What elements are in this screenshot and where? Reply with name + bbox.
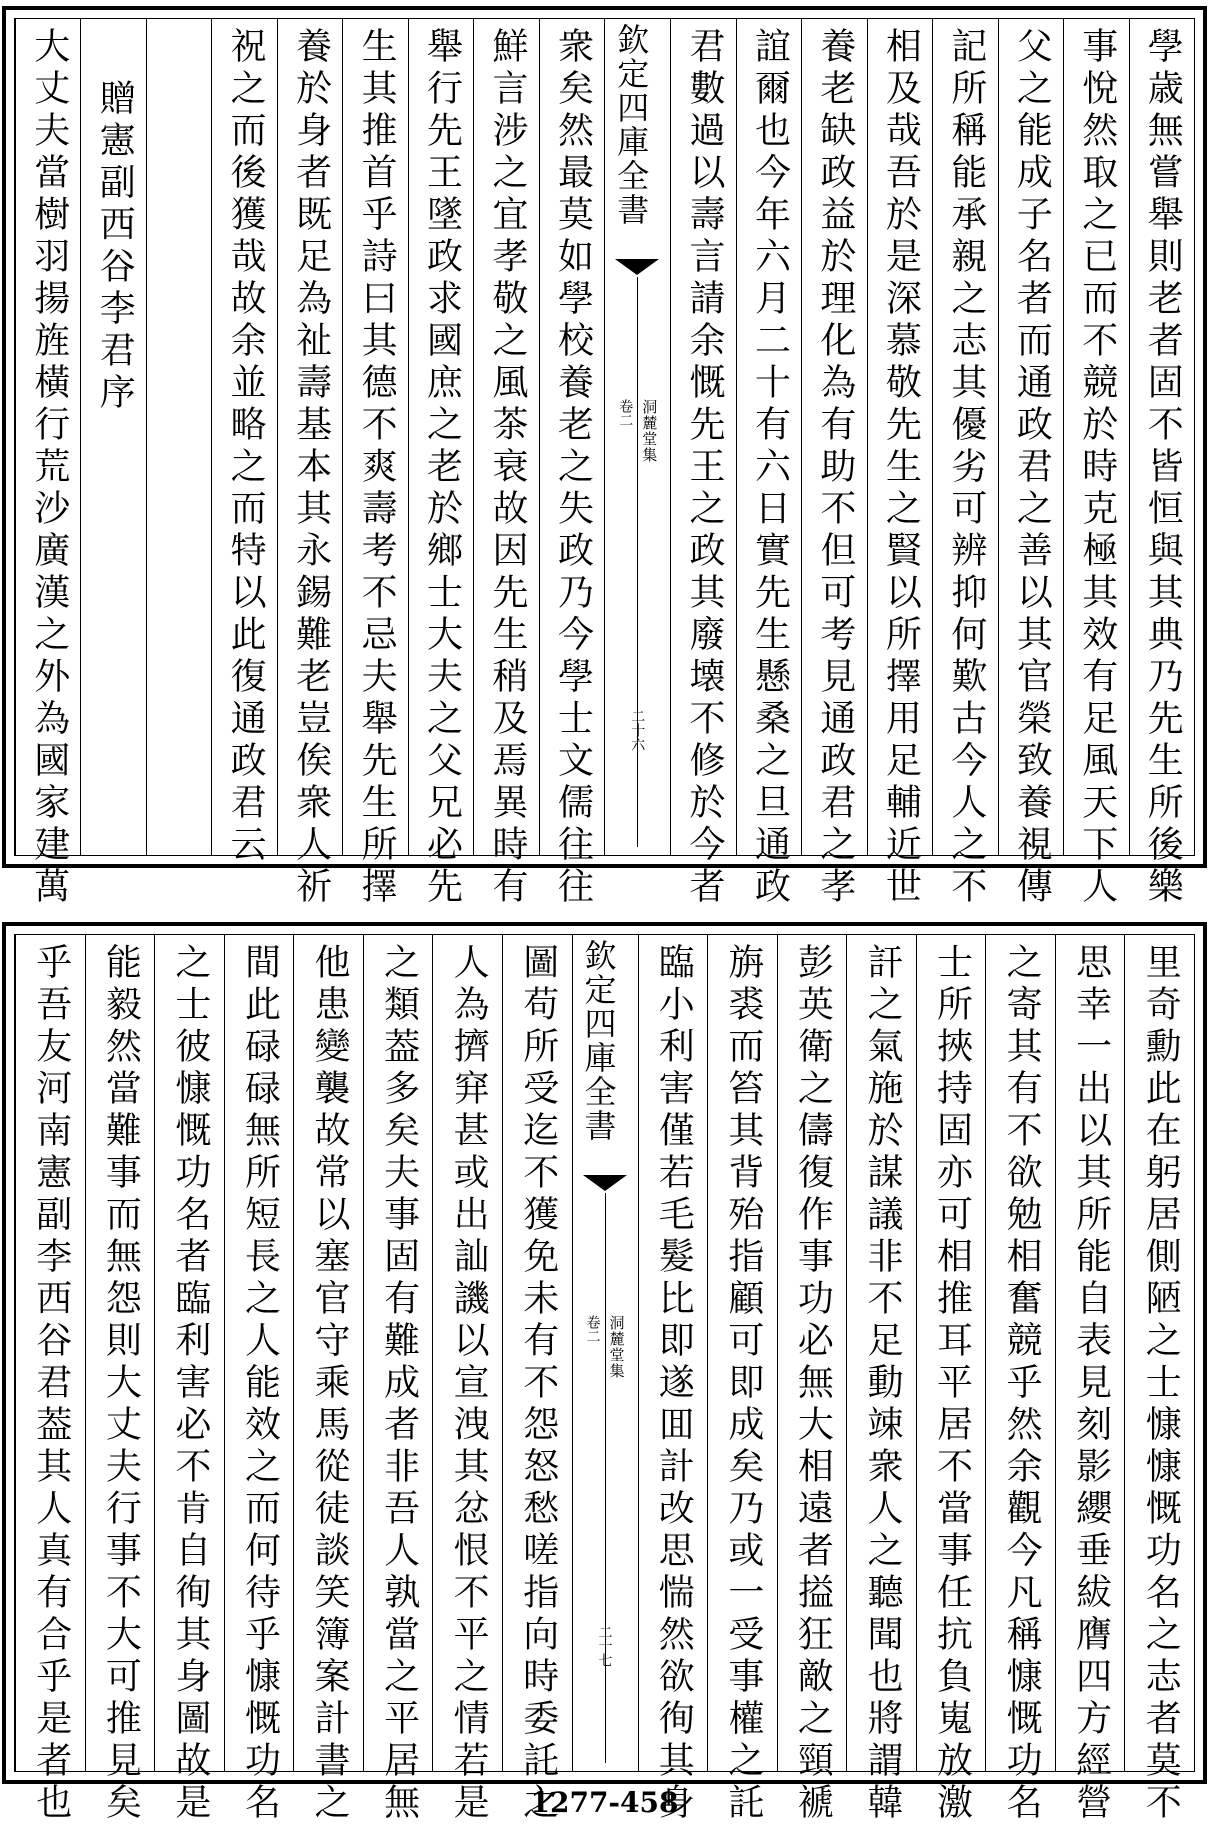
text-column: 思幸一出以其所能自表見刻影纓垂紱膺四方經營 <box>1055 935 1126 1771</box>
text-column: 臨小利害僅若毛髮比即遂囬計改思惴然欲徇其身 <box>638 935 709 1771</box>
text-column: 之類葢多矣夫事固有難成者非吾人孰當之平居無 <box>363 935 434 1771</box>
collection-title: 欽定四庫全書 <box>579 939 618 1143</box>
top-page <box>2 6 1207 909</box>
fish-tail-mark <box>583 1175 627 1191</box>
text-column: 相及哉吾於是深慕敬先生之賢以所擇用足輔近世 <box>867 19 933 855</box>
banner-divider <box>637 277 638 847</box>
text-column: 之寄其有不欲勉相奮競乎然余觀今凡稱慷慨功名 <box>985 935 1056 1771</box>
text-column: 誼爾也今年六月二十有六日實先生懸桑之旦通政 <box>736 19 802 855</box>
text-column: 里奇勳此在躬居側陋之士慷慷慨功名之志者莫不 <box>1124 935 1195 1771</box>
text-column: 圖苟所受迄不獲免未有不怨怒愁嗟指向時委託之 <box>502 935 573 1771</box>
banner-divider <box>605 1193 606 1763</box>
text-column: 人為擠穽甚或出訕譏以宣洩其忿恨不平之情若是 <box>432 935 503 1771</box>
book-title: 洞麓堂集 <box>607 1315 626 1379</box>
text-column: 大丈夫當樹羽揚旌橫行荒沙廣漢之外為國家建萬 <box>15 19 81 855</box>
page-reference: 1277-458 <box>530 1786 679 1819</box>
fish-tail-mark <box>615 259 659 275</box>
volume-label: 卷二 <box>584 1315 601 1343</box>
text-column: 能毅然當難事而無怨則大丈夫行事不大可推見矣 <box>85 935 156 1771</box>
text-column: 學歳無嘗舉則老者固不皆恒與其典乃先生所後樂 <box>1129 19 1195 855</box>
text-column: 養老缺政益於理化為有助不但可考見通政君之孝 <box>801 19 867 855</box>
blank-column <box>146 19 212 855</box>
text-column: 父之能成子名者而通政君之善以其官榮致養視傳 <box>998 19 1064 855</box>
text-column: 彭英衛之儔復作事功必無大相遠者搤狂敵之頸褫 <box>777 935 848 1771</box>
text-column: 生其推首乎詩曰其德不爽壽考不忌夫舉先生所擇 <box>342 19 408 855</box>
text-column: 訐之氣施於謀議非不足動竦衆人之聽聞也將謂韓 <box>846 935 917 1771</box>
text-column: 鮮言涉之宜孝敬之風茶衰故因先生稍及焉異時有 <box>473 19 539 855</box>
text-column: 君數過以壽言請余慨先王之政其廢壊不修於今者 <box>670 19 736 855</box>
collection-title: 欽定四庫全書 <box>612 23 651 227</box>
text-column: 養於身者既足為祉壽基本其永錫難老豈俟衆人祈 <box>277 19 343 855</box>
volume-label: 卷二 <box>617 399 634 427</box>
folio-number: 二十七 <box>596 1625 613 1667</box>
text-column: 衆矣然最莫如學校養老之失政乃今學士文儒往往 <box>539 19 605 855</box>
book-title: 洞麓堂集 <box>640 399 659 463</box>
center-banner <box>572 935 639 1771</box>
text-column: 間此碌碌無所短長之人能效之而何待乎慷慨功名 <box>224 935 295 1771</box>
top-page-frame <box>14 18 1195 909</box>
text-column: 他患變襲故常以塞官守乘馬從徒談笑簿案計書之 <box>293 935 364 1771</box>
center-banner <box>604 19 671 855</box>
text-column: 事悅然取之已而不競於時克極其效有足風天下人 <box>1063 19 1129 855</box>
text-column: 乎吾友河南憲副李西谷君葢其人真有合乎是者也 <box>15 935 86 1771</box>
text-column: 舉行先王墜政求國庶之老於鄉士大夫之父兄必先 <box>408 19 474 855</box>
folio-number: 二十六 <box>629 709 646 751</box>
text-column: 士所挾持固亦可相推耳平居不當事任抗負嵬放激 <box>916 935 987 1771</box>
text-column: 之士彼慷慨功名者臨利害必不肯自徇其身圖故是 <box>154 935 225 1771</box>
section-title: 贈憲副西谷李君序 <box>94 79 136 415</box>
section-title-column <box>80 19 146 855</box>
text-column: 記所稱能承親之志其優劣可辨抑何歎古今人之不 <box>932 19 998 855</box>
text-column: 祝之而後獲哉故余並略之而特以此復通政君云 <box>211 19 277 855</box>
text-column: 旃裘而笞其背殆指顧可即成矣乃或一受事權之託 <box>707 935 778 1771</box>
